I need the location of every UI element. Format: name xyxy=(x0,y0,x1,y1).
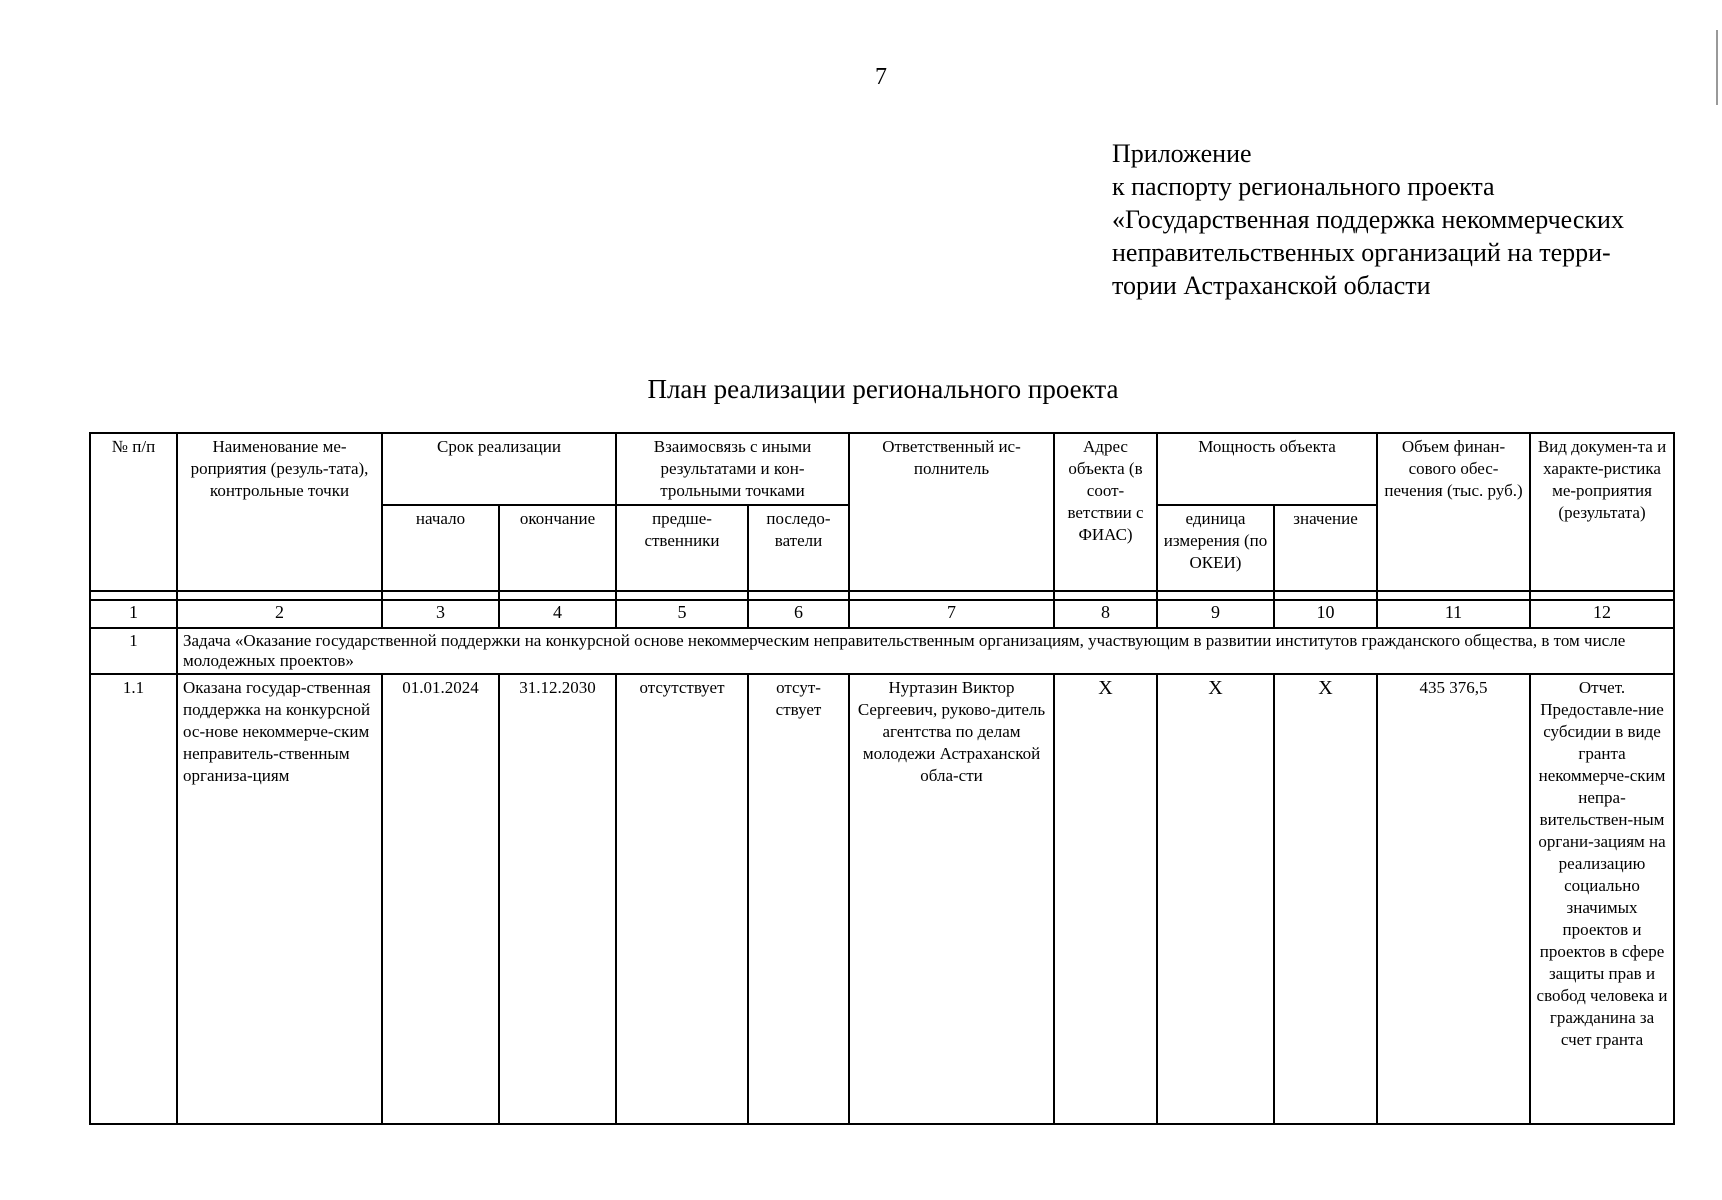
column-number: 5 xyxy=(616,600,748,628)
column-number: 11 xyxy=(1377,600,1530,628)
header-num: № п/п xyxy=(90,433,177,591)
row-responsible: Нуртазин Виктор Сергеевич, руково-дитель агентства по делам молодежи Астраханской обла-сти xyxy=(849,674,1054,1124)
header-unit: единица измерения (по ОКЕИ) xyxy=(1157,505,1274,591)
header-responsible: Ответственный ис-полнитель xyxy=(849,433,1054,591)
row-predecessors: отсутствует xyxy=(616,674,748,1124)
header-term-start: начало xyxy=(382,505,499,591)
column-number: 10 xyxy=(1274,600,1377,628)
row-successors: отсут-ствует xyxy=(748,674,849,1124)
header-term: Срок реализации xyxy=(382,433,616,505)
row-value: X xyxy=(1274,674,1377,1124)
header-name: Наименование ме-роприятия (резуль-тата), контрольные точки xyxy=(177,433,382,591)
header-predecessors: предше-ственники xyxy=(616,505,748,591)
plan-table xyxy=(89,432,1675,1125)
row-unit: X xyxy=(1157,674,1274,1124)
row-start: 01.01.2024 xyxy=(382,674,499,1124)
plan-title: План реализации регионального проекта xyxy=(647,374,1119,404)
column-number: 4 xyxy=(499,600,616,628)
header-value: значение xyxy=(1274,505,1377,591)
column-number-row xyxy=(90,600,1674,628)
row-doctype: Отчет. Предоставле-ние субсидии в виде гранта некоммерче-ским непра-вительствен-ным органи-зациям на реализацию социально значимых проектов и проектов в сфере защиты прав и свобод человека и гражданина за счет гранта xyxy=(1530,674,1674,1124)
header-doctype: Вид докумен-та и характе-ристика ме-роприятия (результата) xyxy=(1530,433,1674,591)
header-successors: последо-ватели xyxy=(748,505,849,591)
row-finance: 435 376,5 xyxy=(1377,674,1530,1124)
page-number: 7 xyxy=(875,64,887,90)
header-capacity: Мощность объекта xyxy=(1157,433,1377,505)
task-num: 1 xyxy=(90,628,177,674)
row-num: 1.1 xyxy=(90,674,177,1124)
column-number: 1 xyxy=(90,600,177,628)
column-number: 3 xyxy=(382,600,499,628)
appendix-line: тории Астраханской области xyxy=(1112,271,1431,300)
row-name: Оказана государ-ственная поддержка на конкурсной ос-нове некоммерче-ским неправитель-ственным организа-циям xyxy=(177,674,382,1124)
row-end: 31.12.2030 xyxy=(499,674,616,1124)
appendix-line: к паспорту регионального проекта xyxy=(1112,172,1495,201)
appendix-line: неправительственных организаций на терри- xyxy=(1112,238,1611,267)
scan-edge-mark xyxy=(1716,30,1718,105)
column-number: 7 xyxy=(849,600,1054,628)
column-number: 2 xyxy=(177,600,382,628)
header-address: Адрес объекта (в соот-ветствии с ФИАС) xyxy=(1054,433,1157,591)
task-row xyxy=(90,628,1674,674)
header-term-end: окончание xyxy=(499,505,616,591)
header-finance: Объем финан-сового обес-печения (тыс. руб.) xyxy=(1377,433,1530,591)
header-relation: Взаимосвязь с иными результатами и кон-трольными точками xyxy=(616,433,849,505)
column-number: 12 xyxy=(1530,600,1674,628)
task-text: Задача «Оказание государственной поддержки на конкурсной основе некоммерческим неправительственным организациям, участвующим в развитии институтов гражданского общества, в том числе молодежных проектов» xyxy=(177,628,1674,674)
table-row xyxy=(90,674,1674,1124)
appendix-line: Приложение xyxy=(1112,139,1252,168)
row-address: X xyxy=(1054,674,1157,1124)
appendix-block xyxy=(1112,137,1624,302)
column-number: 8 xyxy=(1054,600,1157,628)
column-number: 9 xyxy=(1157,600,1274,628)
appendix-line: «Государственная поддержка некоммерческих xyxy=(1112,205,1624,234)
column-number: 6 xyxy=(748,600,849,628)
